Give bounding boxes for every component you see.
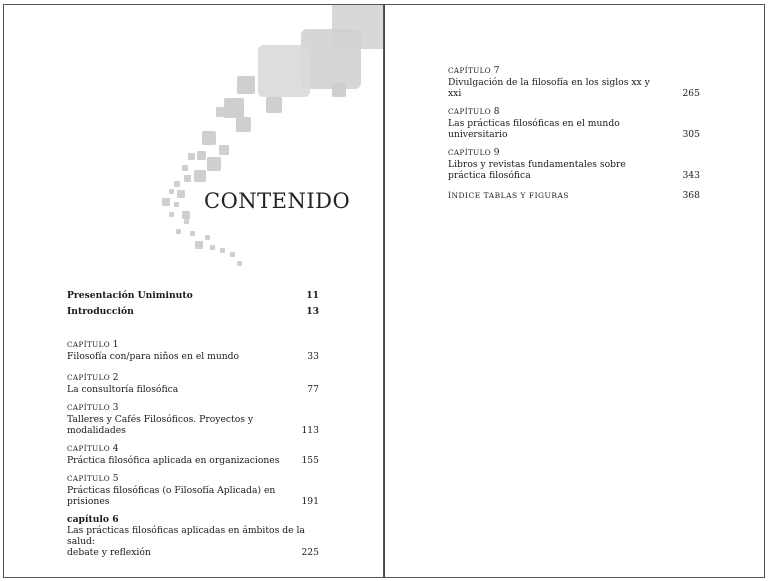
toc-entry-chapter-1[interactable] (67, 339, 319, 362)
entry-page: 155 (301, 455, 319, 466)
chapter-label: CAPÍTULO 3 (67, 403, 119, 413)
entry-title: Talleres y Cafés Filosóficos. Proyectos y modalidades (67, 414, 254, 436)
toc-entry-chapter-3[interactable] (67, 402, 319, 436)
toc-entry-chapter-8[interactable] (448, 106, 700, 140)
entry-page: 11 (306, 290, 319, 301)
chapter-label: CAPÍTULO 8 (448, 107, 500, 117)
toc-entry-chapter-4[interactable] (67, 443, 319, 466)
entry-title: Filosofía con/para niños en el mundo (67, 351, 240, 362)
toc-right (448, 65, 700, 201)
entry-title: Práctica filosófica aplicada en organizaciones (67, 455, 280, 466)
entry-title: ÍNDICE TABLAS Y FIGURAS (448, 191, 570, 200)
chapter-label: CAPÍTULO 2 (67, 373, 119, 383)
entry-page: 368 (682, 190, 700, 201)
decorative-squares (4, 5, 384, 275)
chapter-label: CAPÍTULO 4 (67, 444, 119, 454)
chapter-label: CAPÍTULO 5 (67, 474, 119, 484)
entry-title-line-1: Las prácticas filosóficas aplicadas en ámbitos de la salud: (67, 525, 305, 547)
chapter-label: CAPÍTULO 1 (67, 340, 119, 350)
toc-entry-chapter-9[interactable] (448, 147, 700, 181)
entry-page: 305 (682, 129, 700, 140)
entry-page: 113 (301, 425, 319, 436)
entry-page: 343 (682, 170, 700, 181)
page-title: CONTENIDO (204, 189, 351, 213)
toc-entry-introduccion[interactable] (67, 306, 319, 317)
entry-title: Libros y revistas fundamentales sobre práctica filosófica (448, 159, 626, 181)
toc-entry-chapter-5[interactable] (67, 473, 319, 507)
right-page (384, 4, 765, 578)
toc-entry-chapter-7[interactable] (448, 65, 700, 99)
toc-entry-index[interactable] (448, 190, 700, 201)
entry-title: Introducción (67, 306, 134, 317)
toc-entry-presentacion[interactable] (67, 290, 319, 301)
entry-page: 13 (306, 306, 319, 317)
entry-title: La consultoría filosófica (67, 384, 179, 395)
left-page (3, 4, 384, 578)
chapter-label: capítulo 6 (67, 514, 119, 525)
toc-left (67, 290, 319, 558)
entry-title: Prácticas filosóficas (o Filosofía Aplicada) en prisiones (67, 485, 276, 507)
entry-page: 33 (307, 351, 319, 362)
chapter-label: CAPÍTULO 9 (448, 148, 500, 158)
entry-title: Las prácticas filosóficas en el mundo universitario (448, 118, 620, 140)
entry-page: 265 (682, 88, 700, 99)
entry-page: 191 (301, 496, 319, 507)
entry-title: Presentación Uniminuto (67, 290, 193, 301)
toc-entry-chapter-2[interactable] (67, 372, 319, 395)
entry-page: 225 (301, 547, 319, 558)
entry-title-line-2: debate y reflexión (67, 547, 151, 558)
toc-entry-chapter-6[interactable] (67, 514, 319, 558)
entry-page: 77 (307, 384, 319, 395)
entry-title: Divulgación de la filosofía en los siglos xx y xxi (448, 77, 650, 99)
chapter-label: CAPÍTULO 7 (448, 66, 500, 76)
